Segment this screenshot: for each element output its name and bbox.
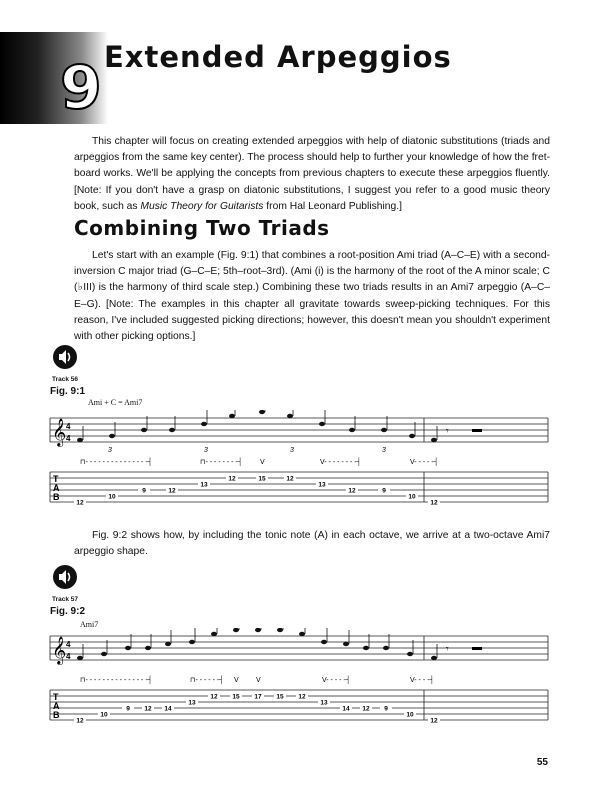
tab-fret-number: 12	[76, 717, 84, 725]
chord-symbol: Ami7	[80, 620, 99, 629]
note-head	[381, 428, 387, 432]
tab-fret-number: 17	[254, 693, 262, 701]
tab-fret-number: 10	[108, 493, 116, 501]
pick-direction: V- - - - - - - -┤	[320, 459, 362, 466]
note-head	[77, 656, 83, 660]
note-head	[145, 646, 151, 650]
audio-speaker-icon	[52, 564, 78, 590]
treble-clef-icon: 𝄞	[52, 418, 67, 446]
time-signature: 4	[66, 640, 71, 649]
note-head	[233, 628, 239, 632]
note-head	[211, 632, 217, 636]
note-head	[109, 434, 115, 438]
pick-direction: ⊓- - - - - - - -┤	[200, 459, 243, 466]
tab-fret-number: 12	[362, 705, 370, 713]
book-title: Music Theory for Guitarists	[140, 200, 264, 212]
tab-fret-number: 15	[276, 693, 284, 701]
tab-fret-number: 12	[286, 475, 294, 483]
time-signature: 4	[66, 434, 71, 443]
tab-fret-number: 15	[258, 475, 266, 483]
time-signature: 4	[66, 652, 71, 661]
note-head	[319, 422, 325, 426]
note-head	[431, 656, 437, 660]
note-head	[431, 438, 437, 442]
audio-speaker-icon	[52, 344, 78, 370]
tab-fret-number: 15	[232, 693, 240, 701]
pick-direction: V- - - -┤	[410, 677, 435, 684]
tab-fret-number: 12	[210, 693, 218, 701]
fig-9-2-label: Fig. 9:2	[50, 606, 86, 617]
triplet-mark: 3	[108, 447, 112, 454]
pick-direction: V	[260, 459, 265, 466]
fig-9-2-notation	[0, 628, 600, 728]
track-57-badge[interactable]: Track 57	[50, 564, 80, 603]
rest-icon: ▬	[472, 642, 482, 653]
track-56-badge[interactable]: Track 56	[50, 344, 80, 383]
tab-fret-number: 10	[406, 711, 414, 719]
pick-direction: ⊓- - - - - - - - - - - - - - -┤	[80, 677, 153, 684]
tab-fret-number: 12	[144, 705, 152, 713]
tab-fret-number: 9	[382, 487, 386, 495]
treble-clef-icon: 𝄞	[52, 636, 67, 664]
tab-fret-number: 10	[100, 711, 108, 719]
tab-clef-letter: A	[53, 701, 60, 711]
tab-fret-number: 13	[200, 481, 208, 489]
tab-fret-number: 9	[142, 487, 146, 495]
pick-direction: V- - - - -┤	[322, 677, 351, 684]
note-head	[255, 628, 261, 632]
note-head	[407, 652, 413, 656]
tab-fret-number: 9	[126, 705, 130, 713]
note-head	[101, 652, 107, 656]
chord-symbol: Ami + C = Ami7	[88, 398, 143, 407]
page-number: 55	[536, 757, 548, 768]
chapter-number: 9	[60, 53, 102, 123]
intro-paragraph: This chapter will focus on creating extended arpeggios with help of diatonic substitutions (triads and arpeggios from the same key center). The process should help to further your knowledge of how the fret-board works. We'll be applying the concepts from previous chapters to execute these arpeggios fluently. [Note: If you don't have a grasp on diatonic substitutions, I suggest you refer to a good music theory book, such as Music Theory for Guitarists from Hal Leonard Publishing.]	[74, 136, 551, 212]
pick-direction: ⊓- - - - - - - - - - - - - - -┤	[80, 459, 153, 466]
rest-icon: 𝄾	[446, 426, 449, 437]
body-paragraph: Let's start with an example (Fig. 9:1) that combines a root-position Ami triad (A–C–E) with a second-inversion C major triad (G–C–E; 5th–root–3rd). (Ami (i) is the harmony of the root of the A minor scale; C (♭III) is the harmony of third scale step.) Combining these two triads results in an Ami7 arpeggio (A–C–E–G). [Note: The examples in this chapter all gravitate towards sweep-picking techniques. For this reason, I've included suggested picking directions; however, this doesn't mean you shouldn't experiment with other picking options.]	[74, 250, 550, 343]
triplet-mark: 3	[204, 447, 208, 454]
note-head	[343, 642, 349, 646]
tab-fret-number: 12	[228, 475, 236, 483]
tab-fret-number: 10	[408, 493, 416, 501]
time-signature: 4	[66, 422, 71, 431]
pick-direction: V	[256, 677, 261, 684]
fig-9-1-notation	[0, 410, 600, 510]
note-head	[77, 438, 83, 442]
tab-fret-number: 12	[348, 487, 356, 495]
section-title: Combining Two Triads	[74, 216, 330, 240]
tab-fret-number: 13	[320, 699, 328, 707]
note-head	[277, 628, 283, 632]
tab-fret-number: 14	[164, 705, 172, 713]
pick-direction: ⊓- - - - - -┤	[190, 677, 225, 684]
rest-icon: 𝄾	[446, 644, 449, 655]
note-head	[229, 414, 235, 418]
tab-fret-number: 12	[430, 499, 438, 507]
pick-direction: V	[234, 677, 239, 684]
note-head	[259, 410, 265, 414]
tab-fret-number: 12	[76, 499, 84, 507]
tab-clef-letter: T	[53, 474, 59, 484]
tab-clef-letter: B	[53, 710, 60, 720]
tab-fret-number: 12	[298, 693, 306, 701]
note-head	[169, 428, 175, 432]
tab-fret-number: 12	[430, 717, 438, 725]
note-head	[363, 646, 369, 650]
note-head	[349, 428, 355, 432]
rest-icon: ▬	[472, 424, 482, 435]
note-head	[321, 640, 327, 644]
tab-clef-letter: T	[53, 692, 59, 702]
note-head	[383, 646, 389, 650]
tab-fret-number: 9	[384, 705, 388, 713]
pick-direction: V- - - - -┤	[410, 459, 439, 466]
triplet-mark: 3	[290, 447, 294, 454]
tab-fret-number: 12	[168, 487, 176, 495]
triplet-mark: 3	[382, 447, 386, 454]
note-head	[409, 434, 415, 438]
tab-clef-letter: A	[53, 483, 60, 493]
fig2-paragraph: Fig. 9:2 shows how, by including the tonic note (A) in each octave, we arrive at a two-octave Ami7 arpeggio shape.	[74, 530, 550, 558]
fig-9-1-label: Fig. 9:1	[50, 386, 86, 397]
chapter-title: Extended Arpeggios	[104, 40, 452, 74]
tab-fret-number: 13	[188, 699, 196, 707]
tab-clef-letter: B	[53, 492, 60, 502]
tab-fret-number: 13	[318, 481, 326, 489]
tab-fret-number: 14	[342, 705, 350, 713]
